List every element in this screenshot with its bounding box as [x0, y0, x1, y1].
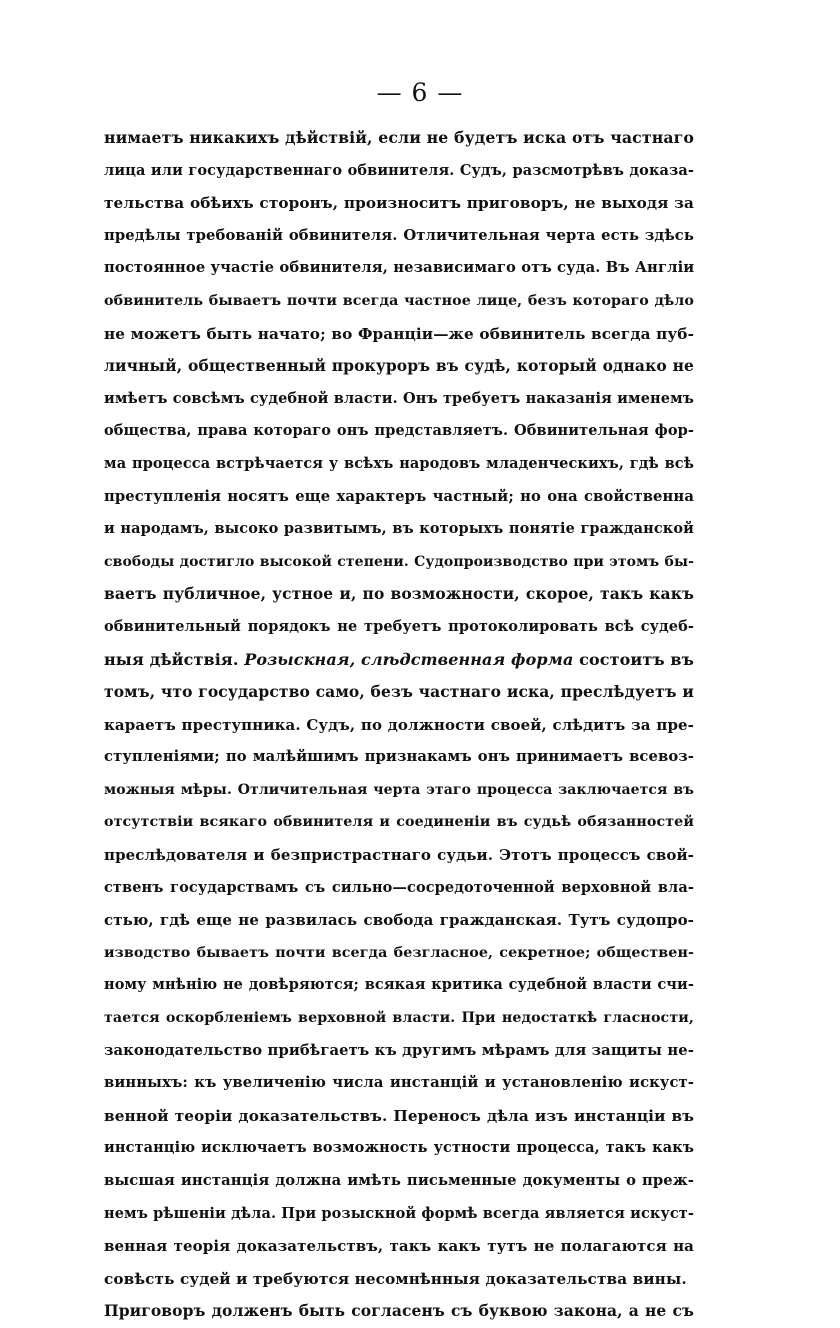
text-fragment: изводство бываетъ почти всегда безгласное, секретное; обществен- [104, 944, 694, 961]
text-line [104, 1132, 694, 1165]
text-line [104, 578, 694, 611]
text-line [104, 415, 694, 448]
text-line [104, 1035, 694, 1068]
text-fragment: можныя мѣры. Отличительная черта этаго процесса заключается въ [104, 781, 694, 798]
italic-term: Розыскная, слѣдственная форма [244, 649, 574, 669]
text-line [104, 220, 694, 253]
text-line [104, 904, 694, 937]
text-line [104, 285, 694, 318]
text-line [104, 513, 694, 546]
text-fragment: нимаетъ никакихъ дѣйствій, если не будетъ иска отъ частнаго [104, 128, 694, 147]
text-fragment: инстанцію исключаетъ возможность устности процесса, такъ какъ [104, 1139, 694, 1157]
text-line [104, 872, 694, 905]
text-line [104, 937, 694, 970]
text-line [104, 741, 694, 774]
text-fragment: винныхъ: къ увеличенію числа инстанцій и установленію искуст- [104, 1074, 694, 1092]
text-line [104, 448, 694, 481]
text-line [104, 122, 694, 155]
text-line [104, 252, 694, 285]
text-fragment: караетъ преступника. Судъ, по должности своей, слѣдитъ за пре- [104, 715, 694, 734]
text-fragment: обвинительный порядокъ не требуетъ протоколировать всѣ судеб- [104, 617, 694, 635]
text-fragment: свободы достигло высокой степени. Судопроизводство при этомъ бы- [104, 553, 694, 570]
text-line [104, 709, 694, 742]
text-fragment: ступленіями; по малѣйшимъ признакамъ онъ принимаетъ всевоз- [104, 748, 694, 766]
text-line [104, 676, 694, 709]
text-fragment: состоитъ въ [573, 649, 694, 669]
text-fragment: ваетъ публичное, устное и, по возможности, скорое, такъ какъ [104, 584, 694, 604]
text-line [104, 1100, 694, 1133]
text-line [104, 383, 694, 416]
text-fragment: совѣсть судей и требуются несомнѣнныя доказательства вины. [104, 1269, 687, 1288]
text-line [104, 1002, 694, 1035]
text-line [104, 546, 694, 579]
text-fragment: ныя дѣйствія. [104, 649, 245, 669]
text-line [104, 481, 694, 514]
text-line [104, 1230, 694, 1263]
text-line [104, 806, 694, 839]
text-fragment: преступленія носятъ еще характеръ частный; но она свойственна [104, 487, 694, 505]
text-fragment: тельства обѣихъ сторонъ, произноситъ приговоръ, не выходя за [104, 194, 694, 213]
text-fragment: ственъ государствамъ съ сильно—сосредоточенной верховной вла- [104, 878, 694, 896]
text-line [104, 1165, 694, 1198]
text-fragment: лица или государственнаго обвинителя. Судъ, разсмотрѣвъ доказа- [104, 161, 694, 179]
text-line [104, 1198, 694, 1231]
text-line [104, 644, 694, 677]
text-line [104, 774, 694, 807]
text-line [104, 969, 694, 1002]
text-fragment: венной теоріи доказательствъ. Переносъ дѣла изъ инстанціи въ [104, 1106, 694, 1125]
text-fragment: стью, гдѣ еще не развилась свобода гражданская. Тутъ судопро- [104, 911, 694, 930]
text-fragment: Приговоръ долженъ быть согласенъ съ буквою закона, а не съ [104, 1301, 694, 1321]
text-line [104, 318, 694, 351]
text-fragment: общества, права котораго онъ представляетъ. Обвинительная фор- [104, 422, 694, 440]
text-fragment: ма процесса встрѣчается у всѣхъ народовъ младенческихъ, гдѣ всѣ [104, 454, 694, 472]
text-fragment: отсутствіи всякаго обвинителя и соединеніи въ судьѣ обязанностей [104, 814, 694, 831]
text-fragment: имѣетъ совсѣмъ судебной власти. Онъ требуетъ наказанія именемъ [104, 389, 694, 407]
text-fragment: высшая инстанція должна имѣть письменные документы о преж- [104, 1172, 694, 1189]
body-text [104, 122, 694, 1328]
text-line [104, 1263, 694, 1296]
text-fragment: личный, общественный прокуроръ въ судѣ, который однако не [104, 356, 694, 376]
page-number: — 6 — [376, 78, 464, 107]
text-fragment: законодательство прибѣгаетъ къ другимъ мѣрамъ для защиты не- [104, 1041, 694, 1059]
text-fragment: обвинитель бываетъ почти всегда частное лице, безъ котораго дѣло [104, 292, 694, 309]
text-fragment: не можетъ быть начато; во Франціи—же обвинитель всегда пуб- [104, 324, 694, 343]
text-fragment: немъ рѣшеніи дѣла. При розыскной формѣ всегда является искуст- [104, 1204, 694, 1222]
text-fragment: томъ, что государство само, безъ частнаго иска, преслѣдуетъ и [104, 682, 694, 702]
text-line [104, 350, 694, 383]
text-fragment: венная теорія доказательствъ, такъ какъ тутъ не полагаются на [104, 1237, 694, 1256]
text-fragment: тается оскорбленіемъ верховной власти. При недостаткѣ гласности, [104, 1010, 694, 1027]
text-line [104, 187, 694, 220]
text-line [104, 1067, 694, 1100]
text-line [104, 155, 694, 188]
text-fragment: преслѣдователя и безпристрастнаго судьи. Этотъ процессъ свой- [104, 846, 694, 865]
text-line [104, 1295, 694, 1328]
text-line [104, 839, 694, 872]
text-fragment: и народамъ, высоко развитымъ, въ которыхъ понятіе гражданской [104, 520, 694, 538]
text-fragment: постоянное участіе обвинителя, независимаго отъ суда. Въ Англіи [104, 259, 695, 277]
text-fragment: предѣлы требованій обвинителя. Отличительная черта есть здѣсь [104, 226, 694, 244]
text-line [104, 611, 694, 644]
text-fragment: ному мнѣнію не довѣряются; всякая критика судебной власти счи- [104, 976, 694, 994]
